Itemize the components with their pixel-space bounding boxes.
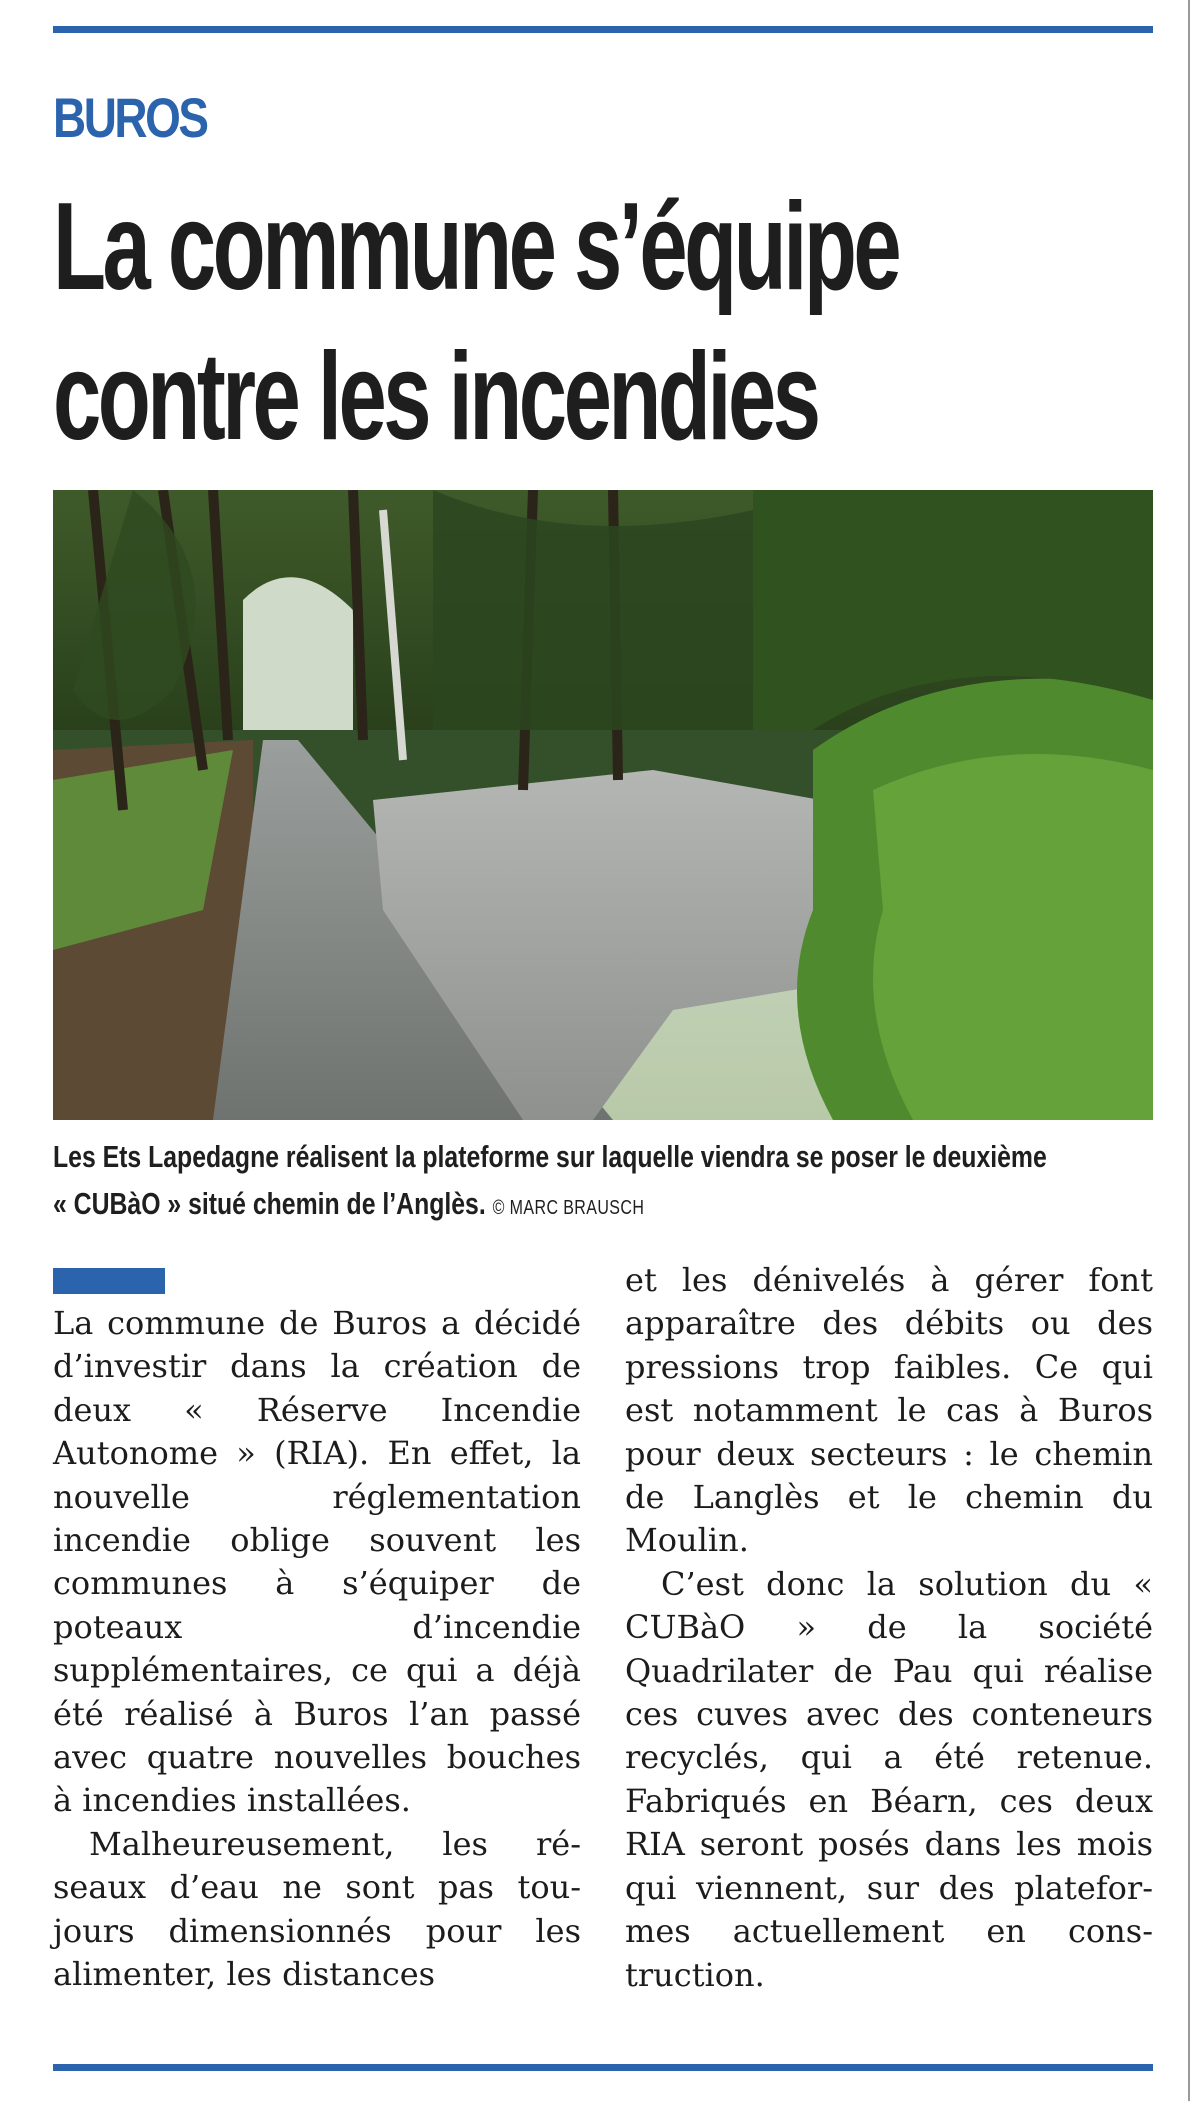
top-rule [53,26,1153,33]
article-column-right [625,1259,1153,1997]
photo-caption [53,1133,1173,1232]
photo-credit: © MARC BRAUSCH [492,1197,645,1219]
headline [53,172,963,472]
article-paragraph-1: La commune de Buros a décidé d’investir dans la création de deux « Réserve Incendie Autonome » (RIA). En effet, la nouvelle réglementation incendie oblige souvent les communes à s’équiper de poteaux d’incendie supplémentaires, ce qui a déjà été réalisé à Buros l’an passé avec quatre nouvelles bouches à incendies installées. [53,1304,581,1820]
caption-line-2-text: « CUBàO » situé chemin de l’Anglès. [53,1186,486,1221]
article-column-left [53,1302,581,1997]
caption-line-2 [53,1180,1173,1232]
article-accent-bar [53,1268,165,1294]
article-paragraph-2-continued: et les dénivelés à gérer font apparaître des débits ou des pressions trop faibles. Ce qui est notamment le cas à Buros pour deux secteurs : le chemin de Langlès et le chemin du Moulin. [625,1261,1153,1560]
article-paragraph-3: C’est donc la solution du « CUBàO » de la société Quadrilater de Pau qui réalise ces cuves avec des conteneurs recyclés, qui a été retenue. Fabriqués en Béarn, ces deux RIA seront posés dans les mois qui viennent, sur des plateformes actuellement en construction. [625,1564,1153,1994]
caption-line-1: Les Ets Lapedagne réalisent la plateforme sur laquelle viendra se poser le deuxième [53,1139,1047,1174]
section-kicker: BUROS [53,86,207,149]
headline-line-2: contre les incendies [53,328,818,466]
page-edge [1188,0,1190,2101]
article-paragraph-2: Malheureusement, les réseaux d’eau ne sont pas toujours dimensionnés pour les alimenter, les distances [53,1824,581,1994]
article-photo [53,490,1153,1120]
headline-line-1: La commune s’équipe [53,178,899,316]
bottom-rule [53,2064,1153,2071]
